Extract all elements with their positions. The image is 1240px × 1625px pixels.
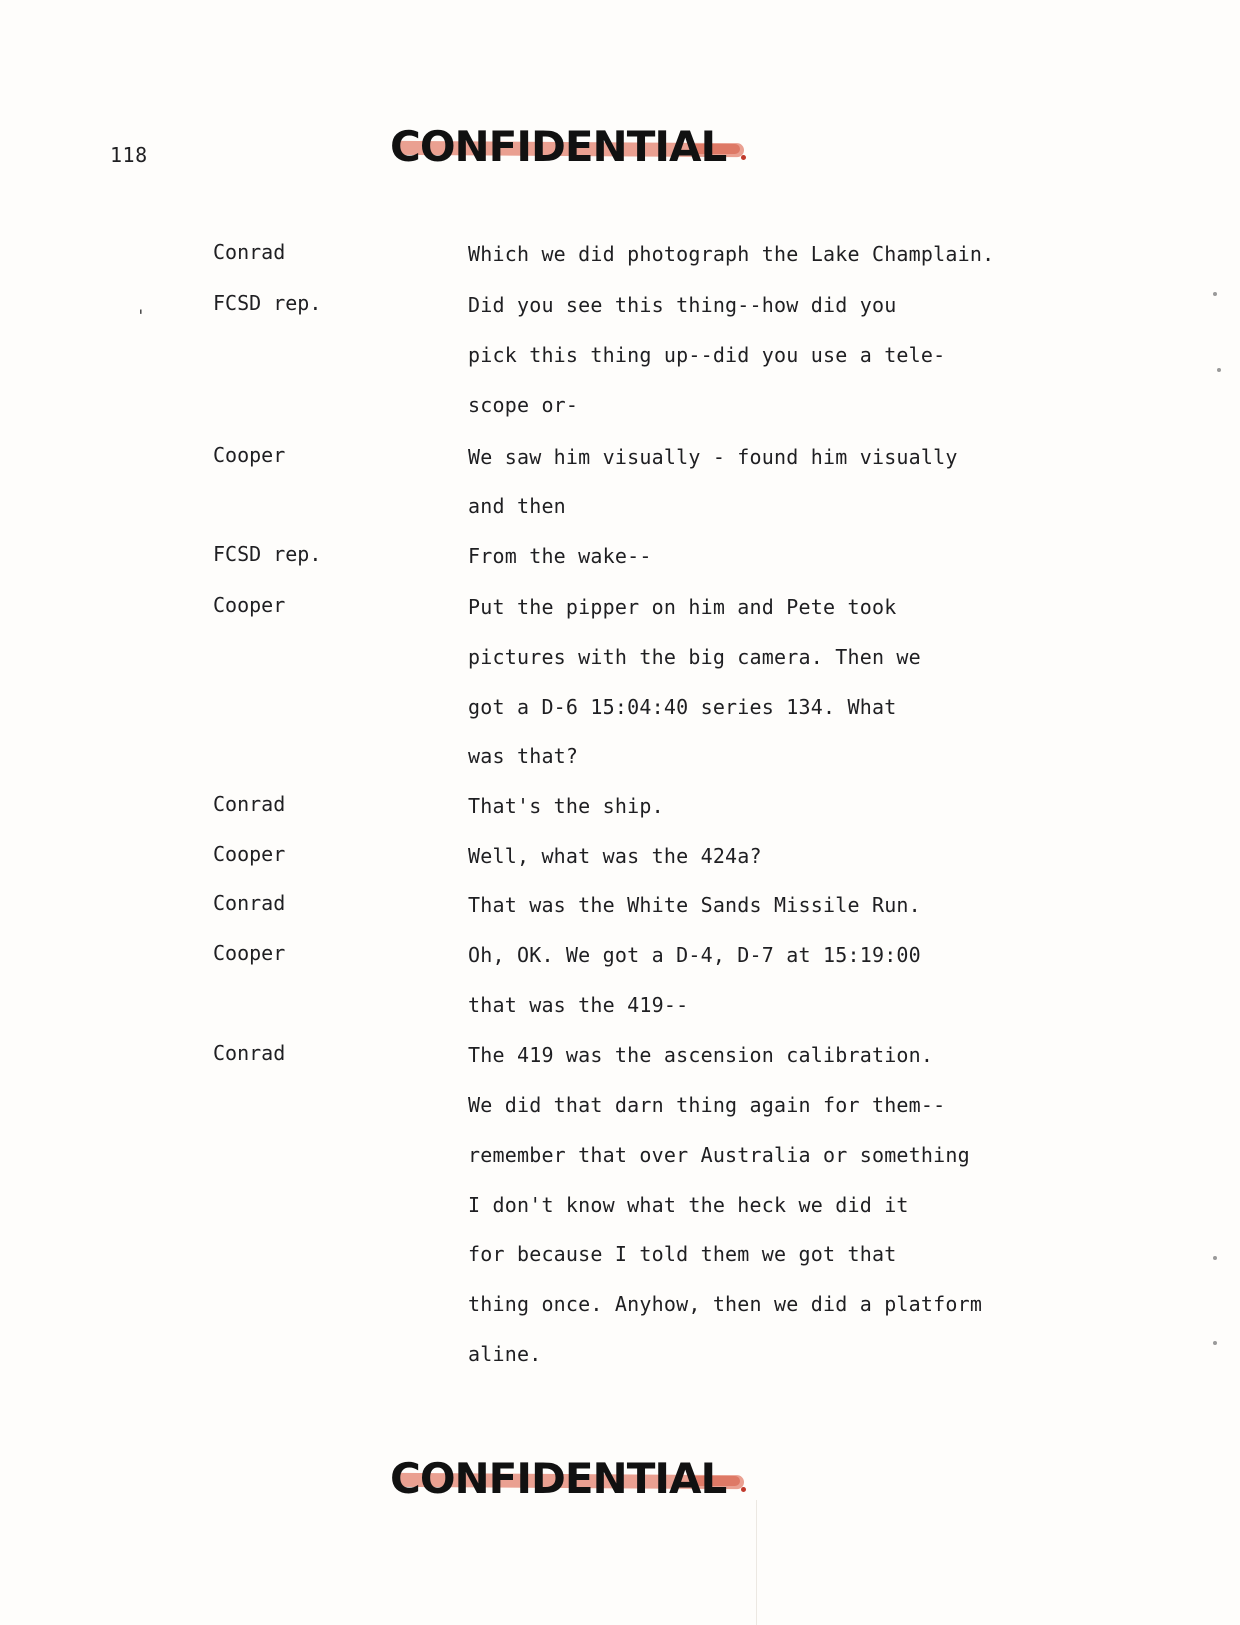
transcript-line: The 419 was the ascension calibration. bbox=[468, 1043, 934, 1067]
speaker-name: FCSD rep. bbox=[213, 542, 322, 566]
transcript-line: From the wake-- bbox=[468, 544, 652, 568]
transcript-line: Put the pipper on him and Pete took bbox=[468, 595, 897, 619]
paper-speck bbox=[1213, 1341, 1217, 1345]
confidential-stamp-bottom bbox=[390, 1448, 750, 1508]
transcript-line: Did you see this thing--how did you bbox=[468, 293, 897, 317]
transcript-line: We did that darn thing again for them-- bbox=[468, 1093, 946, 1117]
speaker-name: Conrad bbox=[213, 891, 286, 915]
speaker-name: Conrad bbox=[213, 792, 286, 816]
paper-fold-line bbox=[756, 1500, 757, 1625]
speaker-name: Cooper bbox=[213, 842, 286, 866]
transcript-line: pick this thing up--did you use a tele- bbox=[468, 343, 946, 367]
margin-mark: ' bbox=[136, 306, 146, 325]
paper-speck bbox=[1213, 292, 1217, 296]
confidential-label: CONFIDENTIAL bbox=[390, 1454, 727, 1503]
transcript-line: That's the ship. bbox=[468, 794, 664, 818]
speaker-name: Cooper bbox=[213, 593, 286, 617]
transcript-line: for because I told them we got that bbox=[468, 1242, 897, 1266]
confidential-label: CONFIDENTIAL bbox=[390, 122, 727, 171]
transcript-line: Oh, OK. We got a D-4, D-7 at 15:19:00 bbox=[468, 943, 921, 967]
transcript-line: remember that over Australia or something bbox=[468, 1143, 970, 1167]
speaker-name: FCSD rep. bbox=[213, 291, 322, 315]
transcript-line: pictures with the big camera. Then we bbox=[468, 645, 921, 669]
transcript-line: scope or- bbox=[468, 393, 579, 417]
red-marker-dot bbox=[741, 1487, 746, 1492]
transcript-line: was that? bbox=[468, 744, 579, 768]
transcript-line: I don't know what the heck we did it bbox=[468, 1193, 909, 1217]
transcript-line: got a D-6 15:04:40 series 134. What bbox=[468, 695, 897, 719]
transcript-line: We saw him visually - found him visually bbox=[468, 445, 958, 469]
speaker-name: Conrad bbox=[213, 240, 286, 264]
transcript-line: that was the 419-- bbox=[468, 993, 689, 1017]
speaker-name: Conrad bbox=[213, 1041, 286, 1065]
transcript-line: Which we did photograph the Lake Champlain. bbox=[468, 242, 995, 266]
transcript-line: thing once. Anyhow, then we did a platform bbox=[468, 1292, 983, 1316]
transcript-line: and then bbox=[468, 494, 566, 518]
page-number: 118 bbox=[110, 143, 148, 167]
transcript-line: That was the White Sands Missile Run. bbox=[468, 893, 921, 917]
paper-speck bbox=[1213, 1256, 1217, 1260]
paper-speck bbox=[1217, 368, 1221, 372]
speaker-name: Cooper bbox=[213, 941, 286, 965]
transcript-line: aline. bbox=[468, 1342, 542, 1366]
speaker-name: Cooper bbox=[213, 443, 286, 467]
transcript-line: Well, what was the 424a? bbox=[468, 844, 762, 868]
